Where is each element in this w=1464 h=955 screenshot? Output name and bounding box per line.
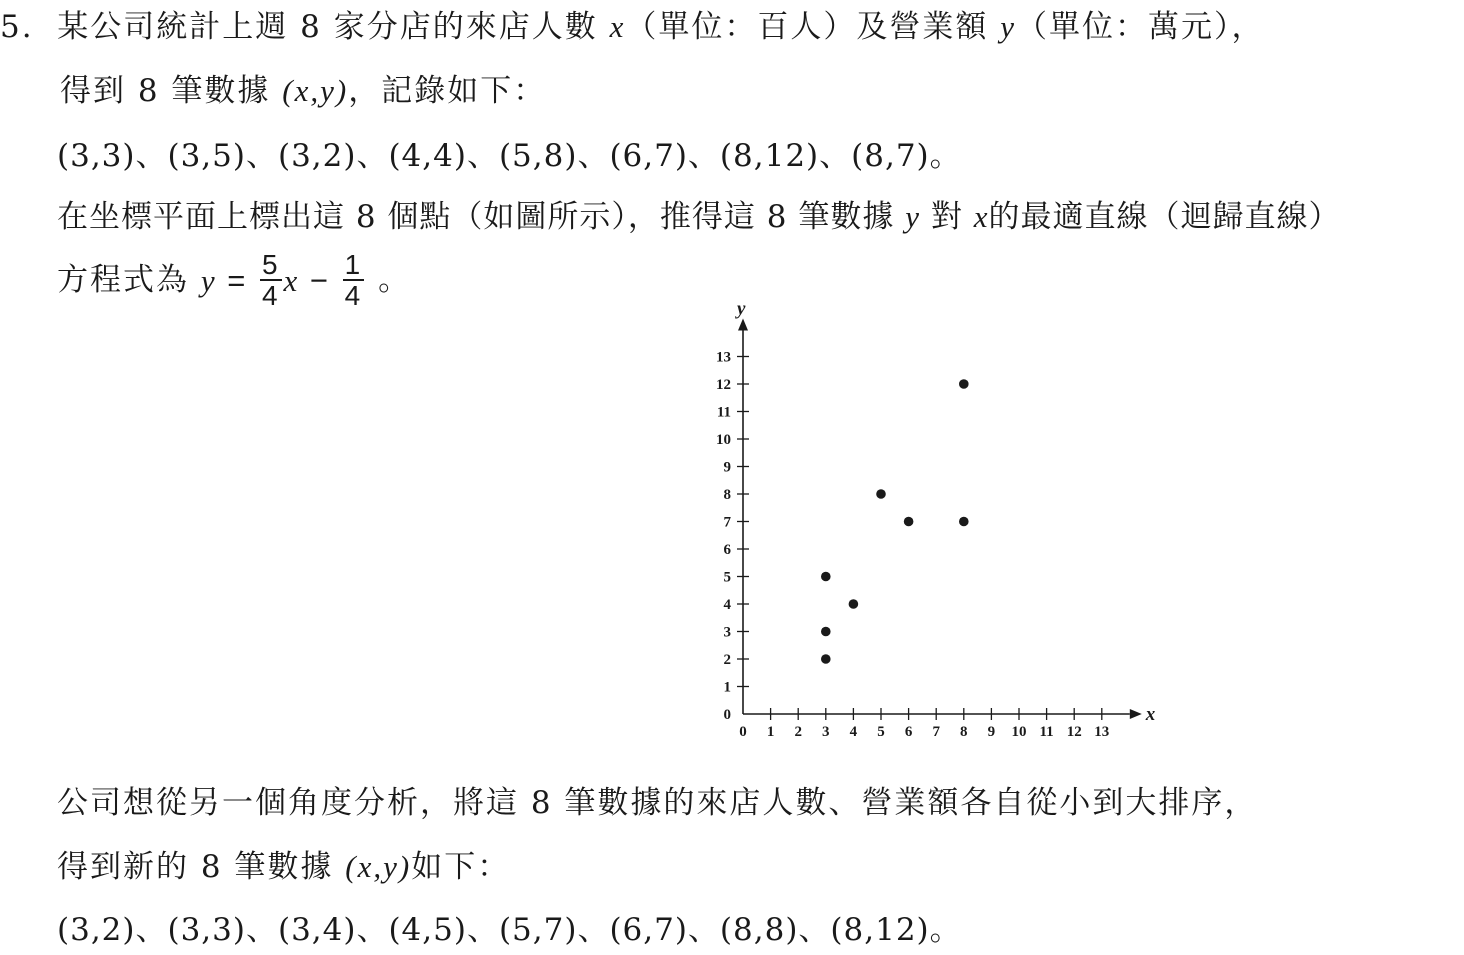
data-point xyxy=(821,627,831,637)
line4-a: 在坐標平面上標出這 8 個點（如圖所示），推得這 8 筆數據 xyxy=(57,199,895,235)
y-tick-label: 6 xyxy=(723,542,731,558)
x-tick-label: 13 xyxy=(1094,724,1110,740)
line2-text: 得到 8 筆數據 xyxy=(60,73,271,109)
y-tick-label: 5 xyxy=(723,569,731,586)
line4-var-y: y xyxy=(905,199,920,234)
line7-a: 得到新的 8 筆數據 xyxy=(57,849,334,885)
x-tick-label: 3 xyxy=(822,724,830,740)
data-point xyxy=(876,489,886,499)
scatter-chart xyxy=(690,286,1170,746)
y-tick-label: 0 xyxy=(723,707,731,723)
y-tick-label: 13 xyxy=(716,349,731,366)
y-tick-label: 9 xyxy=(723,459,731,476)
problem-line-7 xyxy=(57,848,510,886)
y-tick-label: 11 xyxy=(716,404,731,421)
x-tick-label: 2 xyxy=(794,724,802,740)
data-point xyxy=(821,654,831,664)
x-tick-label: 0 xyxy=(739,724,747,740)
y-tick-label: 12 xyxy=(716,377,731,393)
problem-line-2 xyxy=(60,72,546,110)
x-tick-label: 8 xyxy=(960,724,968,740)
problem-line-1 xyxy=(0,8,1264,46)
problem-line-6: 公司想從另一個角度分析，將這 8 筆數據的來店人數、營業額各自從小到大排序， xyxy=(57,785,1258,821)
var-x: x xyxy=(609,9,626,44)
x-tick-label: 12 xyxy=(1066,724,1082,740)
eq-minus: − xyxy=(299,262,341,298)
frac2-num: 1 xyxy=(344,249,363,280)
x-tick-label: 5 xyxy=(877,724,885,740)
y-tick-label: 7 xyxy=(723,514,731,531)
line4-c: 的最適直線（迴歸直線） xyxy=(988,199,1341,235)
frac1-num: 5 xyxy=(261,249,280,280)
x-tick-label: 1 xyxy=(766,724,775,740)
unit-y-text: （單位：萬元）， xyxy=(1015,9,1265,45)
problem-line-4 xyxy=(57,198,1340,236)
eq-y: y xyxy=(200,262,217,298)
data-point xyxy=(959,517,969,527)
chart-axes xyxy=(735,299,1156,726)
x-tick-label: 6 xyxy=(904,724,913,740)
pair-xy: (x,y) xyxy=(282,73,349,108)
line5-a: 方程式為 xyxy=(57,261,189,298)
unit-x-text: （單位：百人）及營業額 xyxy=(625,9,989,45)
x-axis-arrow xyxy=(1130,709,1142,719)
problem-number: 5. xyxy=(0,9,34,45)
data-original: (3,3)、(3,5)、(3,2)、(4,4)、(5,8)、(6,7)、(8,12)、(8,7)。 xyxy=(57,138,962,174)
var-y: y xyxy=(1000,9,1016,44)
line4-var-x: x xyxy=(973,199,989,234)
frac1-den: 4 xyxy=(261,280,280,312)
eq-equals: = xyxy=(216,262,258,298)
y-tick-label: 2 xyxy=(723,652,731,668)
line4-b: 對 xyxy=(930,199,963,235)
chart-points xyxy=(821,379,969,664)
eq-x: x xyxy=(283,262,300,298)
x-axis-label: x xyxy=(1145,704,1156,725)
y-tick-label: 4 xyxy=(723,597,731,613)
data-point xyxy=(959,379,969,389)
data-point xyxy=(849,599,859,609)
y-tick-label: 10 xyxy=(716,432,731,448)
data-sorted: (3,2)、(3,3)、(3,4)、(4,5)、(5,7)、(6,7)、(8,8)、(8,12)。 xyxy=(57,912,962,948)
x-tick-label: 11 xyxy=(1039,724,1054,740)
x-tick-label: 7 xyxy=(932,724,940,740)
chart-ticks xyxy=(716,350,1109,741)
fraction-5-4 xyxy=(260,250,282,311)
line1-text: 某公司統計上週 8 家分店的來店人數 xyxy=(57,9,598,45)
y-tick-label: 1 xyxy=(723,679,731,696)
y-tick-label: 8 xyxy=(723,487,731,503)
y-axis-label: y xyxy=(737,298,746,320)
data-point xyxy=(821,572,831,582)
line7-b: 如下： xyxy=(411,849,511,885)
line5-end: 。 xyxy=(378,261,412,298)
problem-line-5 xyxy=(57,250,411,311)
x-tick-label: 4 xyxy=(849,724,858,740)
y-axis-arrow xyxy=(738,319,748,331)
x-tick-label: 10 xyxy=(1011,724,1027,740)
y-tick-label: 3 xyxy=(723,624,731,641)
fraction-1-4 xyxy=(343,250,365,311)
line7-pair: (x,y) xyxy=(345,849,412,884)
data-point xyxy=(904,517,914,527)
frac2-den: 4 xyxy=(344,280,363,312)
x-tick-label: 9 xyxy=(987,724,996,740)
line2-tail: ，記錄如下： xyxy=(348,73,547,109)
